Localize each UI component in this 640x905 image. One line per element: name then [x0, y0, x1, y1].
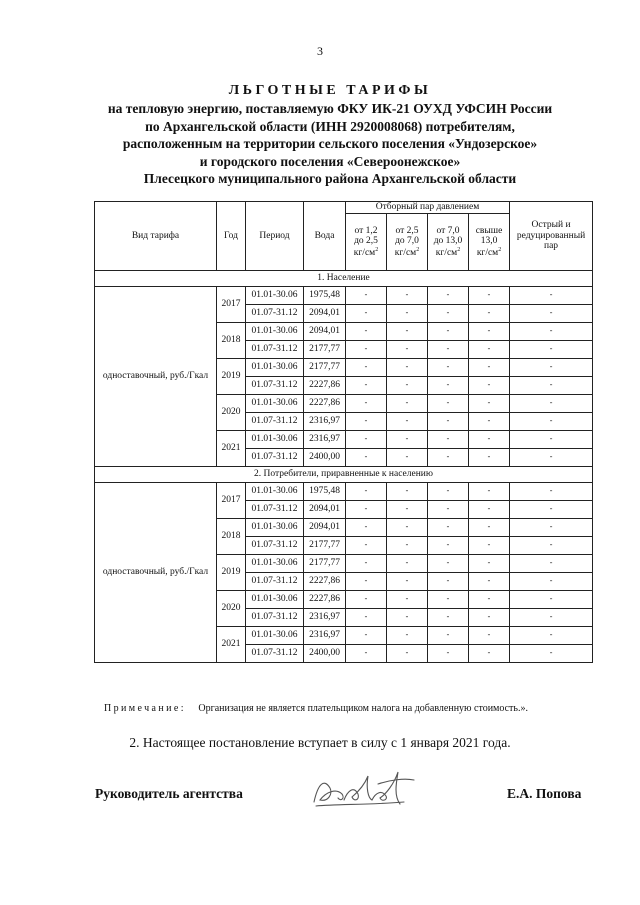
effective-date-clause: 2. Настоящее постановление вступает в силу с 1 января 2021 года.: [129, 735, 511, 750]
table-row: [95, 287, 593, 305]
signatory-title: Руководитель агентства: [95, 786, 243, 801]
steam-tariff-cell: -: [469, 359, 510, 377]
sharp-steam-tariff-cell: -: [510, 519, 593, 537]
steam-tariff-cell: -: [469, 287, 510, 305]
water-tariff-cell: 2094,01: [304, 305, 346, 323]
header-pressure-sup: 2: [498, 246, 502, 253]
section-row: [95, 467, 593, 483]
title-line: Плесецкого муниципального района Архангельской области: [143, 171, 517, 186]
sharp-steam-tariff-cell: -: [510, 501, 593, 519]
period-cell: 01.07-31.12: [246, 609, 304, 627]
sharp-steam-tariff-cell: -: [510, 537, 593, 555]
year-cell: 2019: [217, 359, 246, 395]
steam-tariff-cell: -: [346, 431, 387, 449]
period-cell: 01.01-30.06: [246, 323, 304, 341]
sharp-steam-tariff-cell: -: [510, 413, 593, 431]
period-cell: 01.07-31.12: [246, 413, 304, 431]
steam-tariff-cell: -: [469, 305, 510, 323]
steam-tariff-cell: -: [428, 555, 469, 573]
header-pressure-4: [469, 214, 510, 271]
steam-tariff-cell: -: [469, 413, 510, 431]
water-tariff-cell: 2400,00: [304, 449, 346, 467]
header-pressure-text: до 2,5: [354, 236, 378, 247]
header-pressure-text: 13,0: [480, 236, 498, 247]
steam-tariff-cell: -: [469, 645, 510, 663]
period-cell: 01.07-31.12: [246, 537, 304, 555]
steam-tariff-cell: -: [387, 323, 428, 341]
steam-tariff-cell: -: [469, 377, 510, 395]
header-pressure-text: до 7,0: [395, 236, 419, 247]
water-tariff-cell: 2227,86: [304, 573, 346, 591]
period-cell: 01.07-31.12: [246, 645, 304, 663]
sharp-steam-tariff-cell: -: [510, 305, 593, 323]
steam-tariff-cell: -: [387, 483, 428, 501]
header-pressure-text: свыше: [475, 225, 503, 236]
header-pressure-1: [346, 214, 387, 271]
header-pressure-unit: кг/см: [435, 247, 458, 258]
header-pressure-unit: кг/см: [353, 247, 376, 258]
steam-tariff-cell: -: [469, 591, 510, 609]
tariff-table: [94, 201, 593, 663]
steam-tariff-cell: -: [428, 359, 469, 377]
header-pressure-text: до 13,0: [433, 236, 463, 247]
header-period: Период: [246, 202, 304, 271]
steam-tariff-cell: -: [387, 645, 428, 663]
sharp-steam-tariff-cell: -: [510, 287, 593, 305]
steam-tariff-cell: -: [387, 537, 428, 555]
sharp-steam-tariff-cell: -: [510, 395, 593, 413]
water-tariff-cell: 2227,86: [304, 377, 346, 395]
water-tariff-cell: 2316,97: [304, 431, 346, 449]
steam-tariff-cell: -: [469, 501, 510, 519]
sharp-steam-tariff-cell: -: [510, 645, 593, 663]
steam-tariff-cell: -: [428, 449, 469, 467]
year-cell: 2019: [217, 555, 246, 591]
sharp-steam-tariff-cell: -: [510, 591, 593, 609]
steam-tariff-cell: -: [428, 377, 469, 395]
year-cell: 2021: [217, 431, 246, 467]
steam-tariff-cell: -: [387, 555, 428, 573]
header-pressure-2: [387, 214, 428, 271]
steam-tariff-cell: -: [387, 449, 428, 467]
steam-tariff-cell: -: [469, 431, 510, 449]
steam-tariff-cell: -: [346, 449, 387, 467]
header-pressure-unit: кг/см: [476, 247, 499, 258]
steam-tariff-cell: -: [387, 359, 428, 377]
title-line: по Архангельской области (ИНН 2920008068) потребителям,: [145, 118, 515, 134]
water-tariff-cell: 2094,01: [304, 519, 346, 537]
period-cell: 01.01-30.06: [246, 627, 304, 645]
steam-tariff-cell: -: [428, 591, 469, 609]
sharp-steam-tariff-cell: -: [510, 627, 593, 645]
steam-tariff-cell: -: [387, 573, 428, 591]
signature-scribble-icon: [308, 764, 418, 812]
steam-tariff-cell: -: [428, 395, 469, 413]
steam-tariff-cell: -: [346, 609, 387, 627]
steam-tariff-cell: -: [469, 537, 510, 555]
steam-tariff-cell: -: [387, 609, 428, 627]
steam-tariff-cell: -: [469, 341, 510, 359]
sharp-steam-tariff-cell: -: [510, 449, 593, 467]
water-tariff-cell: 2177,77: [304, 537, 346, 555]
sharp-steam-tariff-cell: -: [510, 359, 593, 377]
year-cell: 2017: [217, 483, 246, 519]
title-line: и городского поселения «Североонежское»: [199, 153, 461, 169]
note-label: Примечание:: [104, 703, 186, 714]
steam-tariff-cell: -: [428, 287, 469, 305]
steam-tariff-cell: -: [428, 609, 469, 627]
steam-tariff-cell: -: [387, 501, 428, 519]
steam-tariff-cell: -: [346, 591, 387, 609]
steam-tariff-cell: -: [387, 519, 428, 537]
steam-tariff-cell: -: [428, 483, 469, 501]
header-pressure-3: [428, 214, 469, 271]
period-cell: 01.07-31.12: [246, 341, 304, 359]
header-vid-tarifa: Вид тарифа: [95, 202, 217, 271]
tariff-type-cell: одноставочный, руб./Гкал: [95, 483, 217, 663]
period-cell: 01.07-31.12: [246, 377, 304, 395]
steam-tariff-cell: -: [428, 519, 469, 537]
title-block: [60, 82, 600, 188]
period-cell: 01.07-31.12: [246, 573, 304, 591]
water-tariff-cell: 2094,01: [304, 323, 346, 341]
year-cell: 2021: [217, 627, 246, 663]
sharp-steam-tariff-cell: -: [510, 431, 593, 449]
water-tariff-cell: 1975,48: [304, 287, 346, 305]
steam-tariff-cell: -: [428, 501, 469, 519]
header-god: Год: [217, 202, 246, 271]
steam-tariff-cell: -: [469, 555, 510, 573]
steam-tariff-cell: -: [346, 537, 387, 555]
handwritten-signature: [308, 764, 418, 817]
steam-tariff-cell: -: [346, 645, 387, 663]
steam-tariff-cell: -: [469, 627, 510, 645]
period-cell: 01.01-30.06: [246, 591, 304, 609]
table-row: [95, 483, 593, 501]
steam-tariff-cell: -: [346, 555, 387, 573]
year-cell: 2018: [217, 323, 246, 359]
water-tariff-cell: 2400,00: [304, 645, 346, 663]
steam-tariff-cell: -: [346, 287, 387, 305]
header-pressure-text: от 2,5: [395, 225, 419, 236]
water-tariff-cell: 2227,86: [304, 395, 346, 413]
steam-tariff-cell: -: [346, 573, 387, 591]
steam-tariff-cell: -: [346, 341, 387, 359]
steam-tariff-cell: -: [428, 431, 469, 449]
header-pressure-sup: 2: [416, 246, 420, 253]
year-cell: 2020: [217, 395, 246, 431]
steam-tariff-cell: -: [428, 323, 469, 341]
steam-tariff-cell: -: [469, 609, 510, 627]
steam-tariff-cell: -: [346, 519, 387, 537]
steam-tariff-cell: -: [387, 627, 428, 645]
sharp-steam-tariff-cell: -: [510, 573, 593, 591]
water-tariff-cell: 2316,97: [304, 627, 346, 645]
water-tariff-cell: 2227,86: [304, 591, 346, 609]
steam-tariff-cell: -: [346, 627, 387, 645]
header-voda: Вода: [304, 202, 346, 271]
page-number: 3: [317, 44, 323, 58]
signatory-name: Е.А. Попова: [507, 786, 582, 801]
document-title: ЛЬГОТНЫЕ ТАРИФЫ: [228, 83, 432, 98]
steam-tariff-cell: -: [346, 501, 387, 519]
steam-tariff-cell: -: [346, 395, 387, 413]
header-ostry-par: Острый и редуцированный пар: [510, 202, 593, 271]
steam-tariff-cell: -: [387, 591, 428, 609]
steam-tariff-cell: -: [346, 483, 387, 501]
steam-tariff-cell: -: [387, 341, 428, 359]
water-tariff-cell: 2177,77: [304, 555, 346, 573]
sharp-steam-tariff-cell: -: [510, 323, 593, 341]
period-cell: 01.01-30.06: [246, 431, 304, 449]
steam-tariff-cell: -: [428, 341, 469, 359]
header-pressure-text: от 7,0: [436, 225, 460, 236]
section-title: 2. Потребители, приравненные к населению: [95, 467, 593, 483]
steam-tariff-cell: -: [346, 305, 387, 323]
header-pressure-sup: 2: [457, 246, 461, 253]
steam-tariff-cell: -: [469, 395, 510, 413]
period-cell: 01.01-30.06: [246, 395, 304, 413]
steam-tariff-cell: -: [428, 573, 469, 591]
steam-tariff-cell: -: [387, 287, 428, 305]
period-cell: 01.07-31.12: [246, 501, 304, 519]
year-cell: 2020: [217, 591, 246, 627]
note-text: Организация не является плательщиком налога на добавленную стоимость.».: [198, 703, 528, 714]
steam-tariff-cell: -: [346, 323, 387, 341]
tariff-body: [95, 271, 593, 663]
steam-tariff-cell: -: [387, 377, 428, 395]
steam-tariff-cell: -: [387, 431, 428, 449]
year-cell: 2018: [217, 519, 246, 555]
period-cell: 01.01-30.06: [246, 555, 304, 573]
water-tariff-cell: 2316,97: [304, 609, 346, 627]
title-line: расположенным на территории сельского поселения «Ундозерское»: [122, 136, 538, 151]
steam-tariff-cell: -: [346, 413, 387, 431]
steam-tariff-cell: -: [469, 573, 510, 591]
steam-tariff-cell: -: [428, 627, 469, 645]
water-tariff-cell: 2177,77: [304, 341, 346, 359]
sharp-steam-tariff-cell: -: [510, 609, 593, 627]
note: [104, 703, 528, 714]
tariff-type-cell: одноставочный, руб./Гкал: [95, 287, 217, 467]
header-pressure-text: от 1,2: [354, 225, 378, 236]
steam-tariff-cell: -: [469, 323, 510, 341]
water-tariff-cell: 2094,01: [304, 501, 346, 519]
sharp-steam-tariff-cell: -: [510, 341, 593, 359]
period-cell: 01.01-30.06: [246, 287, 304, 305]
year-cell: 2017: [217, 287, 246, 323]
section-title: 1. Население: [95, 271, 593, 287]
header-pressure-sup: 2: [375, 246, 379, 253]
steam-tariff-cell: -: [387, 395, 428, 413]
steam-tariff-cell: -: [346, 377, 387, 395]
steam-tariff-cell: -: [469, 449, 510, 467]
steam-tariff-cell: -: [428, 537, 469, 555]
steam-tariff-cell: -: [387, 413, 428, 431]
steam-tariff-cell: -: [428, 413, 469, 431]
steam-tariff-cell: -: [469, 483, 510, 501]
period-cell: 01.07-31.12: [246, 449, 304, 467]
sharp-steam-tariff-cell: -: [510, 555, 593, 573]
period-cell: 01.01-30.06: [246, 359, 304, 377]
header-otborny-par: Отборный пар давлением: [346, 202, 510, 214]
water-tariff-cell: 2177,77: [304, 359, 346, 377]
sharp-steam-tariff-cell: -: [510, 377, 593, 395]
period-cell: 01.01-30.06: [246, 483, 304, 501]
steam-tariff-cell: -: [387, 305, 428, 323]
steam-tariff-cell: -: [346, 359, 387, 377]
water-tariff-cell: 1975,48: [304, 483, 346, 501]
steam-tariff-cell: -: [428, 305, 469, 323]
water-tariff-cell: 2316,97: [304, 413, 346, 431]
steam-tariff-cell: -: [428, 645, 469, 663]
title-line: на тепловую энергию, поставляемую ФКУ ИК-21 ОУХД УФСИН России: [107, 101, 553, 116]
period-cell: 01.01-30.06: [246, 519, 304, 537]
section-row: [95, 271, 593, 287]
header-pressure-unit: кг/см: [394, 247, 417, 258]
steam-tariff-cell: -: [469, 519, 510, 537]
sharp-steam-tariff-cell: -: [510, 483, 593, 501]
period-cell: 01.07-31.12: [246, 305, 304, 323]
